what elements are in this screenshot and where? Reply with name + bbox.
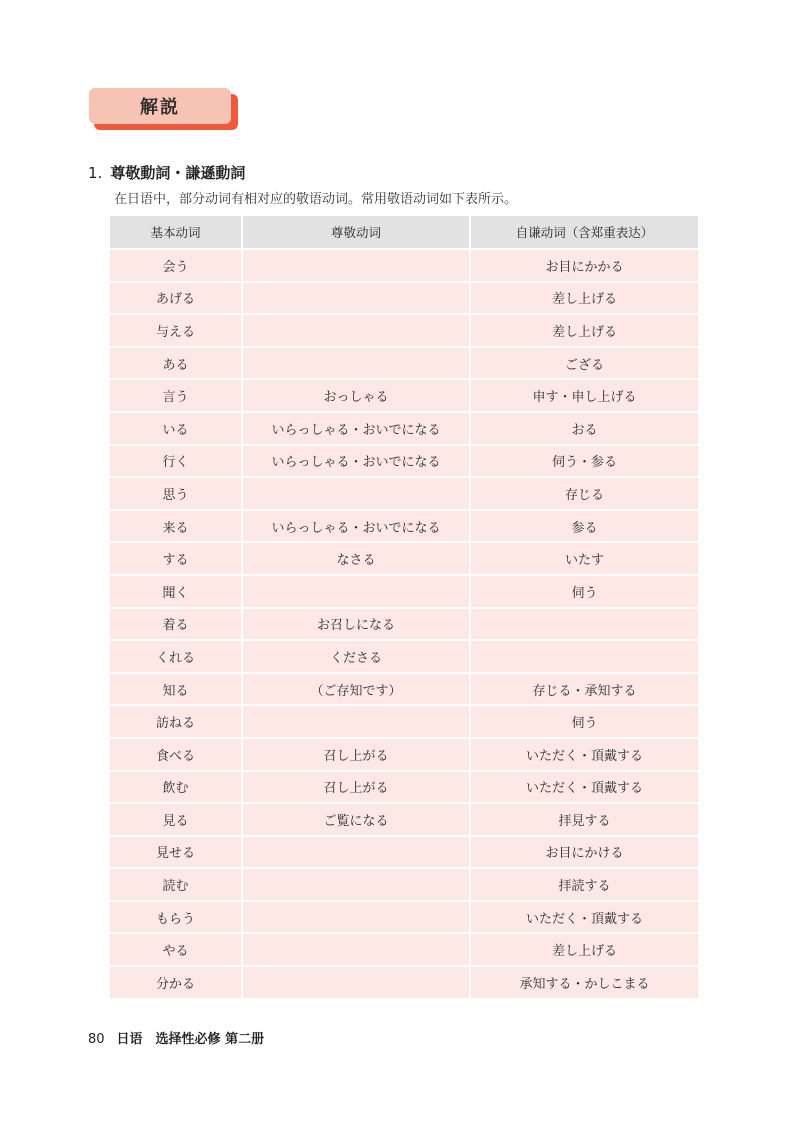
banner-title: 解説 — [140, 97, 180, 118]
humble-verb-cell: 存じる — [470, 477, 698, 510]
table-row — [110, 836, 698, 869]
section-intro: 在日语中，部分动词有相对应的敬语动词。常用敬语动词如下表所示。 — [114, 192, 518, 207]
table-row — [110, 608, 698, 641]
basic-verb-cell: ある — [110, 347, 242, 380]
section-banner — [89, 88, 231, 124]
humble-verb-cell: ござる — [470, 347, 698, 380]
humble-verb-cell: 差し上げる — [470, 314, 698, 347]
respectful-verb-cell: お召しになる — [242, 608, 470, 641]
table-row — [110, 477, 698, 510]
basic-verb-cell: 飲む — [110, 771, 242, 804]
table-row — [110, 966, 698, 998]
basic-verb-cell: する — [110, 542, 242, 575]
table-row — [110, 933, 698, 966]
basic-verb-cell: 分かる — [110, 966, 242, 998]
respectful-verb-cell — [242, 249, 470, 282]
humble-verb-cell: 差し上げる — [470, 282, 698, 315]
respectful-verb-cell: いらっしゃる・おいでになる — [242, 412, 470, 445]
section-number: 1. — [88, 164, 103, 182]
basic-verb-cell: 食べる — [110, 738, 242, 771]
table-row — [110, 673, 698, 706]
book-title: 日语 选择性必修 第二册 — [116, 1032, 265, 1047]
respectful-verb-cell: くださる — [242, 640, 470, 673]
basic-verb-cell: 訪ねる — [110, 705, 242, 738]
table-row — [110, 803, 698, 836]
respectful-verb-cell: 召し上がる — [242, 771, 470, 804]
table-row — [110, 575, 698, 608]
table-row — [110, 412, 698, 445]
basic-verb-cell: くれる — [110, 640, 242, 673]
respectful-verb-cell — [242, 282, 470, 315]
respectful-verb-cell — [242, 477, 470, 510]
respectful-verb-cell: いらっしゃる・おいでになる — [242, 510, 470, 543]
basic-verb-cell: いる — [110, 412, 242, 445]
table-body — [110, 249, 698, 998]
basic-verb-cell: 思う — [110, 477, 242, 510]
table-row — [110, 249, 698, 282]
humble-verb-cell: 拝見する — [470, 803, 698, 836]
basic-verb-cell: 行く — [110, 445, 242, 478]
humble-verb-cell: いただく・頂戴する — [470, 771, 698, 804]
respectful-verb-cell — [242, 933, 470, 966]
basic-verb-cell: 言う — [110, 379, 242, 412]
table-row — [110, 705, 698, 738]
section-title: 尊敬動詞・謙遜動詞 — [110, 164, 246, 182]
table-row — [110, 640, 698, 673]
respectful-verb-cell: （ご存知です） — [242, 673, 470, 706]
basic-verb-cell: あげる — [110, 282, 242, 315]
header-respectful-verb: 尊敬动词 — [242, 216, 470, 249]
table-header-row — [110, 216, 698, 249]
basic-verb-cell: 見る — [110, 803, 242, 836]
respectful-verb-cell: 召し上がる — [242, 738, 470, 771]
basic-verb-cell: 会う — [110, 249, 242, 282]
table-row — [110, 542, 698, 575]
table-row — [110, 282, 698, 315]
basic-verb-cell: 聞く — [110, 575, 242, 608]
basic-verb-cell: 知る — [110, 673, 242, 706]
basic-verb-cell: 来る — [110, 510, 242, 543]
humble-verb-cell: おる — [470, 412, 698, 445]
humble-verb-cell: 承知する・かしこまる — [470, 966, 698, 998]
table-row — [110, 771, 698, 804]
table-row — [110, 379, 698, 412]
humble-verb-cell — [470, 608, 698, 641]
respectful-verb-cell — [242, 901, 470, 934]
respectful-verb-cell: おっしゃる — [242, 379, 470, 412]
humble-verb-cell — [470, 640, 698, 673]
basic-verb-cell: もらう — [110, 901, 242, 934]
basic-verb-cell: 読む — [110, 868, 242, 901]
respectful-verb-cell — [242, 868, 470, 901]
table-row — [110, 445, 698, 478]
humble-verb-cell: お目にかける — [470, 836, 698, 869]
humble-verb-cell: 参る — [470, 510, 698, 543]
humble-verb-cell: いたす — [470, 542, 698, 575]
humble-verb-cell: 差し上げる — [470, 933, 698, 966]
page-number: 80 — [88, 1032, 105, 1047]
respectful-verb-cell: なさる — [242, 542, 470, 575]
table-row — [110, 510, 698, 543]
humble-verb-cell: いただく・頂戴する — [470, 901, 698, 934]
humble-verb-cell: お目にかかる — [470, 249, 698, 282]
humble-verb-cell: 伺う — [470, 575, 698, 608]
honorific-verbs-table — [110, 216, 698, 998]
humble-verb-cell: 存じる・承知する — [470, 673, 698, 706]
humble-verb-cell: 伺う — [470, 705, 698, 738]
page-footer — [88, 1028, 264, 1047]
respectful-verb-cell — [242, 966, 470, 998]
table-row — [110, 901, 698, 934]
table-row — [110, 347, 698, 380]
humble-verb-cell: いただく・頂戴する — [470, 738, 698, 771]
respectful-verb-cell — [242, 836, 470, 869]
respectful-verb-cell — [242, 575, 470, 608]
header-basic-verb: 基本动词 — [110, 216, 242, 249]
respectful-verb-cell: いらっしゃる・おいでになる — [242, 445, 470, 478]
respectful-verb-cell — [242, 314, 470, 347]
humble-verb-cell: 申す・申し上げる — [470, 379, 698, 412]
section-heading — [88, 162, 245, 183]
header-humble-verb: 自谦动词（含郑重表达） — [470, 216, 698, 249]
table-row — [110, 868, 698, 901]
table-row — [110, 314, 698, 347]
respectful-verb-cell — [242, 705, 470, 738]
respectful-verb-cell — [242, 347, 470, 380]
respectful-verb-cell: ご覧になる — [242, 803, 470, 836]
basic-verb-cell: 与える — [110, 314, 242, 347]
basic-verb-cell: やる — [110, 933, 242, 966]
basic-verb-cell: 着る — [110, 608, 242, 641]
table-row — [110, 738, 698, 771]
humble-verb-cell: 拝読する — [470, 868, 698, 901]
humble-verb-cell: 伺う・参る — [470, 445, 698, 478]
basic-verb-cell: 見せる — [110, 836, 242, 869]
